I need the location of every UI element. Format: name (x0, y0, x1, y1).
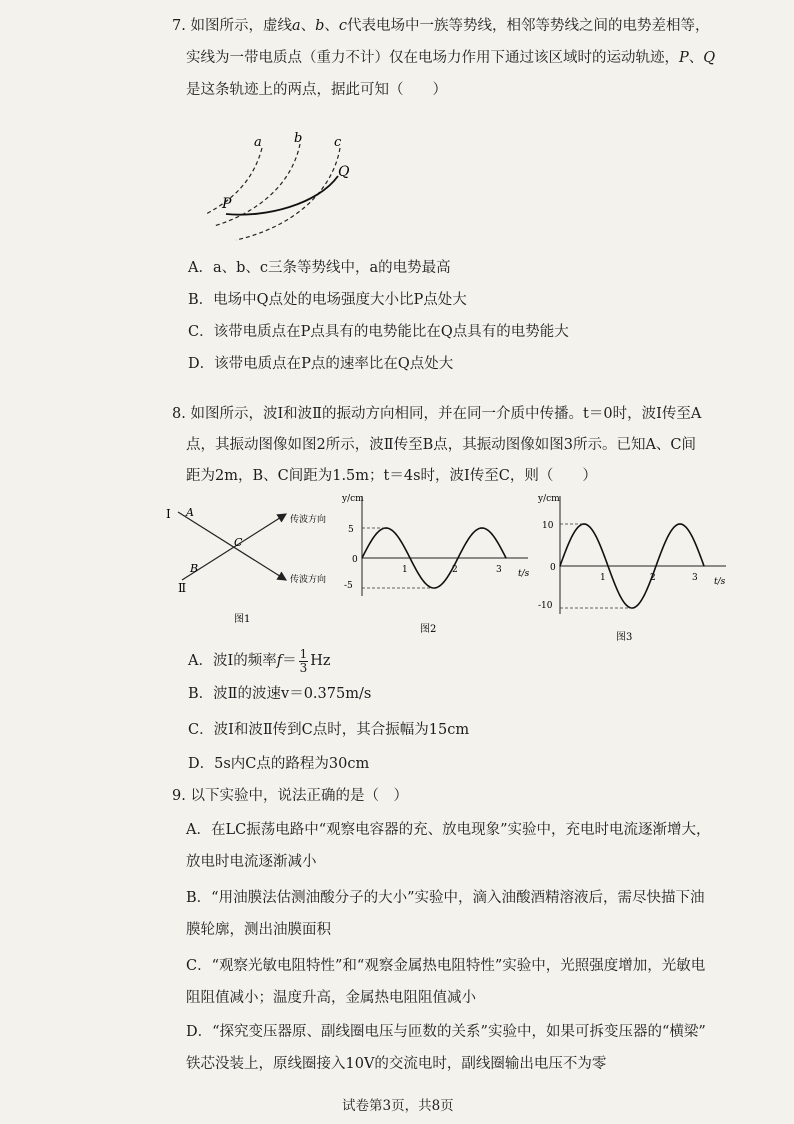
label-dir-bottom: 传波方向 (290, 575, 327, 585)
q8-figure1 (160, 500, 340, 630)
data-point (373, 536, 374, 537)
q8-option-c: C．波Ⅰ和波Ⅱ传到C点时，其合振幅为15cm (188, 722, 470, 738)
q7-option-d: D．该带电质点在P点的速率比在Q点处大 (188, 356, 454, 372)
page-footer: 试卷第3页，共8页 (342, 1098, 454, 1114)
label-Q: Q (338, 164, 350, 180)
data-point (655, 565, 656, 566)
caption-fig3: 图3 (616, 632, 633, 643)
q9-line-7: D．“探究变压器原、副线圈电压与匝数的关系”实验中，如果可拆变压器的“横梁” (186, 1024, 706, 1040)
data-point (595, 536, 596, 537)
q9-line-1: A．在LC振荡电路中“观察电容器的充、放电现象”实验中，充电时电流逐渐增大， (186, 822, 711, 838)
y-tick-0: 0 (352, 555, 358, 565)
x-tick-3: 3 (692, 573, 698, 583)
q8-option-b: B．波Ⅱ的波速v＝0.375m/s (188, 686, 372, 702)
q8-line3: 距为2m，B、C间距为1.5m；t＝4s时，波Ⅰ传至C，则（ ） (186, 468, 597, 484)
data-point (469, 536, 470, 537)
data-point (457, 557, 458, 558)
x-tick-1: 1 (402, 565, 408, 575)
data-point (445, 579, 446, 580)
x-axis-label: t/s (518, 569, 530, 579)
q9-line-5: C．“观察光敏电阻特性”和“观察金属热电阻特性”实验中，光照强度增加，光敏电 (186, 958, 706, 974)
q7-line3: 是这条轨迹上的两点，据此可知（ ） (186, 82, 447, 98)
label-a: a (254, 135, 262, 150)
q9-line-4: 膜轮廓，测出油膜面积 (186, 922, 331, 938)
x-tick-2: 2 (650, 573, 656, 583)
q9-stem: 9. 以下实验中，说法正确的是（ ） (172, 788, 408, 804)
q8-option-d: D．5s内C点的路程为30cm (188, 756, 370, 772)
data-point (397, 536, 398, 537)
y-tick-neg10: -10 (538, 601, 553, 611)
q9-line-2: 放电时电流逐渐减小 (186, 854, 317, 870)
q9-line-6: 阻阻值减小；温度升高，金属热电阻阻值减小 (186, 990, 476, 1006)
data-point (667, 536, 668, 537)
x-axis-label: t/s (714, 577, 726, 587)
q8-line1: 8. 如图所示，波Ⅰ和波Ⅱ的振动方向相同，并在同一介质中传播。t＝0时，波Ⅰ传至A (172, 406, 702, 422)
data-point (691, 536, 692, 537)
data-point (409, 557, 410, 558)
q7-line2: 实线为一带电质点（重力不计）仅在电场力作用下通过该区域时的运动轨迹，P、Q (186, 50, 716, 66)
data-point (679, 523, 680, 524)
y-tick-0: 0 (550, 563, 556, 573)
q7-option-b: B．电场中Q点处的电场强度大小比P点处大 (188, 292, 467, 308)
caption-fig1: 图1 (234, 614, 251, 625)
data-point (571, 536, 572, 537)
label-P: P (222, 196, 232, 212)
data-point (703, 565, 704, 566)
y-axis-label: y/cm (538, 494, 560, 504)
caption-fig2: 图2 (420, 624, 437, 635)
q8-line2: 点，其振动图像如图2所示，波Ⅱ传至B点，其振动图像如图3所示。已知A、C间 (186, 437, 697, 453)
equipotential-a (206, 148, 262, 214)
y-tick-neg5: -5 (344, 581, 353, 591)
data-point (643, 595, 644, 596)
data-point (481, 527, 482, 528)
q9-line-3: B．“用油膜法估测油酸分子的大小”实验中，滴入油酸酒精溶液后，需尽快描下油 (186, 890, 705, 906)
y-axis-label: y/cm (342, 494, 364, 504)
x-tick-2: 2 (452, 565, 458, 575)
x-tick-3: 3 (496, 565, 502, 575)
label-wave-I: Ⅰ (166, 507, 171, 521)
label-B: B (190, 562, 199, 575)
data-point (607, 565, 608, 566)
data-point (361, 557, 362, 558)
q7-option-a: A．a、b、c三条等势线中，a的电势最高 (188, 260, 451, 276)
data-point (559, 565, 560, 566)
y-tick-10: 10 (542, 521, 554, 531)
fraction: $\frac{1}{3}$ (299, 646, 308, 675)
data-point (505, 557, 506, 558)
y-tick-5: 5 (348, 525, 354, 535)
data-point (421, 579, 422, 580)
q7-figure (196, 128, 366, 248)
q8-option-a: A．波Ⅰ的频率f＝ $\frac{1}{3}$ Hz (188, 646, 331, 675)
data-point (619, 595, 620, 596)
q7-line1: 7. 如图所示，虚线a、b、c代表电场中一族等势线，相邻等势线之间的电势差相等， (172, 18, 710, 34)
x-tick-1: 1 (600, 573, 606, 583)
q7-option-c: C．该带电质点在P点具有的电势能比在Q点具有的电势能大 (188, 324, 569, 340)
q8-figure3 (532, 492, 732, 648)
data-point (493, 536, 494, 537)
label-dir-top: 传波方向 (290, 515, 327, 525)
label-wave-II: Ⅱ (178, 581, 187, 595)
label-b: b (294, 131, 303, 146)
label-c: c (334, 135, 342, 150)
label-A: A (186, 506, 194, 519)
equipotential-c (236, 148, 340, 240)
label-C: C (234, 536, 243, 549)
q9-line-8: 铁芯没装上，原线圈接入10V的交流电时，副线圈输出电压不为零 (186, 1056, 607, 1072)
q8-figure2 (340, 492, 536, 640)
